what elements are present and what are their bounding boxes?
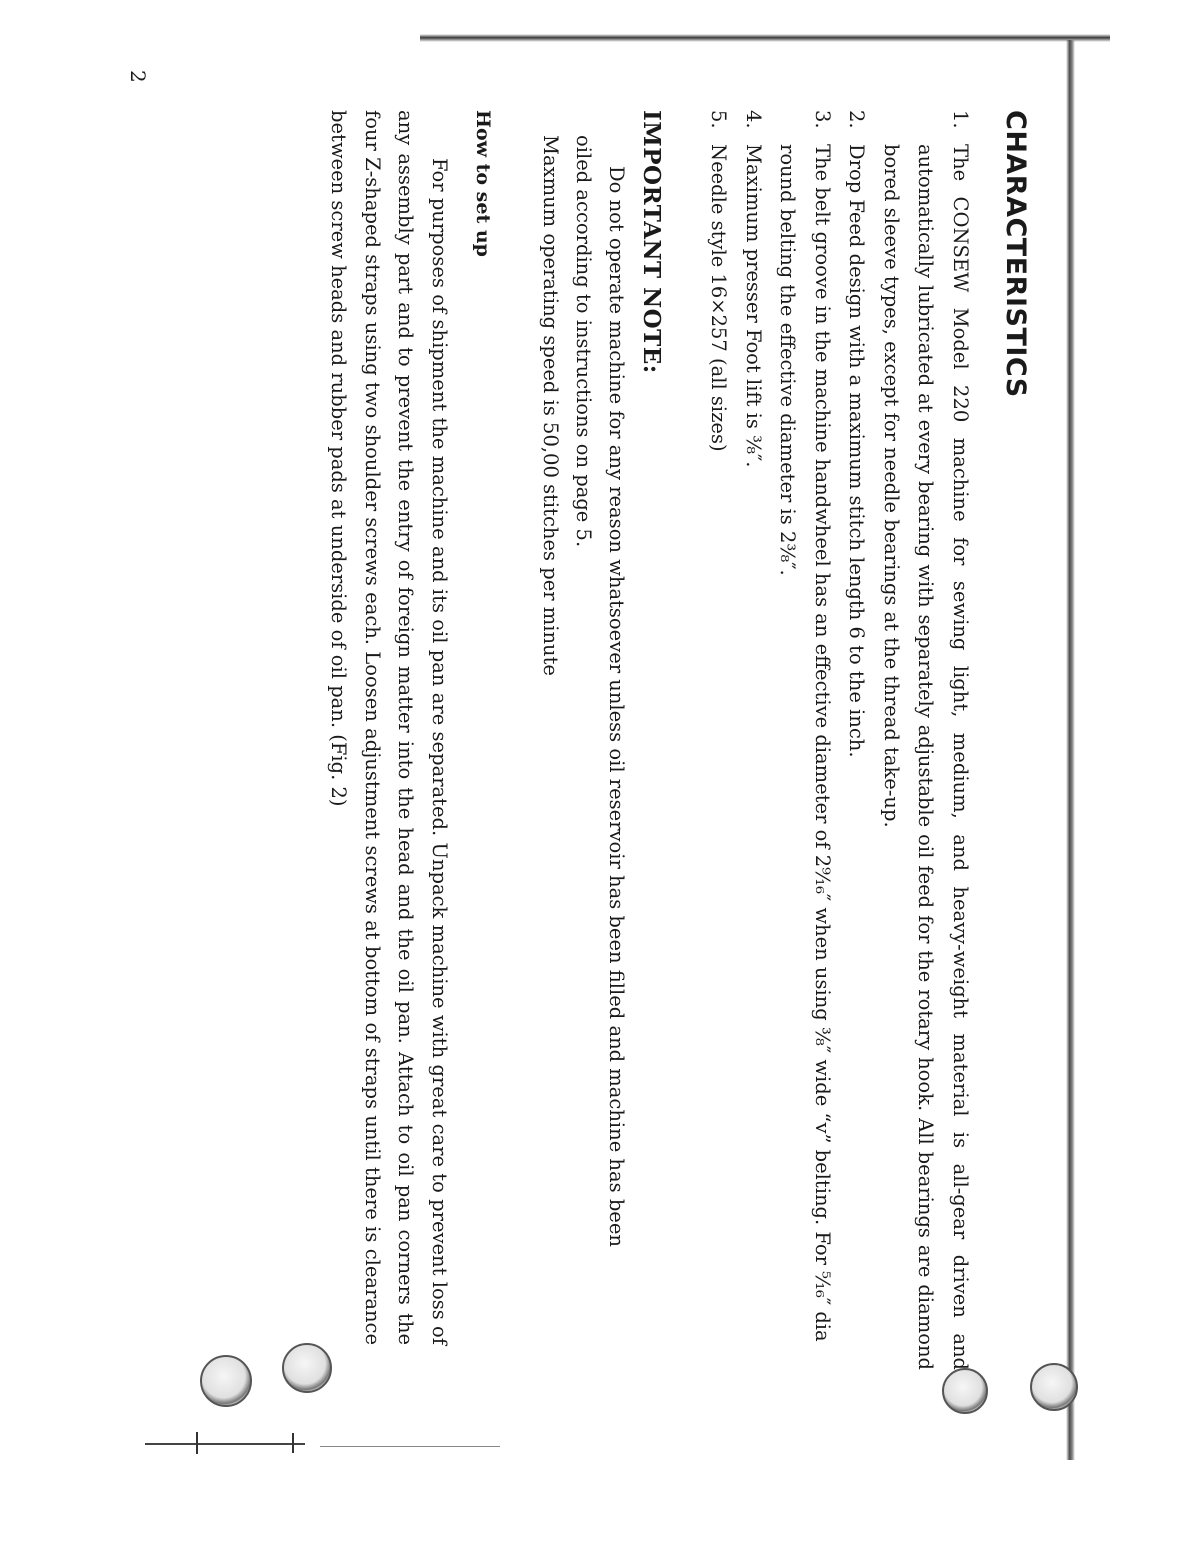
list-item xyxy=(736,110,771,1370)
list-item xyxy=(701,110,736,1370)
scan-top-edge xyxy=(420,34,1110,42)
important-note-line2: oiled according to instructions on page 5. xyxy=(572,135,595,548)
list-text: Maximum presser Foot lift is ³⁄₈″. xyxy=(742,144,765,468)
characteristics-list xyxy=(701,110,977,1370)
scan-right-edge xyxy=(1066,40,1075,1460)
max-speed-note: Maxmum operating speed is 50,00 stitches per minute xyxy=(539,135,562,676)
scan-tick-2 xyxy=(292,1433,294,1453)
list-text: Drop Feed design with a maximum stitch length 6 to the inch. xyxy=(845,144,869,758)
list-text: The belt groove in the machine handwheel has an effective diameter of 2⁹⁄₁₆″ when using ³⁄₈″ wide “v” belting. For ⁵⁄₁₆″ dia round belting the effective diameter is 2³⁄₈″. xyxy=(776,144,834,1342)
page-number: 2 xyxy=(126,70,150,83)
setup-heading: How to set up xyxy=(472,110,494,257)
setup-paragraph: For purposes of shipment the machine and its oil pan are separated. Unpack machine with great care to prevent loss of any assembly part and to prevent the entry of foreign matter into the head and the oil pan. Attach to oil pan corners the four Z-shaped straps using two shoulder screws each. Loosen adjustment screws at bottom of straps until there is clearance between screw heads and rubber pads at underside of oil pan. (Fig. 2) xyxy=(327,110,451,1345)
section-heading-characteristics: CHARACTERISTICS xyxy=(1000,110,1031,398)
list-number: 4. xyxy=(742,110,765,129)
punch-hole-2 xyxy=(942,1368,988,1414)
list-item xyxy=(874,110,978,1370)
scan-tick-1 xyxy=(196,1432,198,1454)
list-text: The CONSEW Model 220 machine for sewing light, medium, and heavy-weight material is all-gear driven and automatically lubricated at every bearing with separately adjustable oil feed for the rotary hook. All bearings are diamond bored sleeve types, except for needle bearings at the thread take-up. xyxy=(880,144,972,1370)
list-item xyxy=(839,110,874,1370)
document-body xyxy=(322,110,1035,1370)
list-number: 1. xyxy=(949,110,972,129)
list-number: 5. xyxy=(707,110,731,129)
list-text: Needle style 16×257 (all sizes) xyxy=(707,144,731,452)
list-item xyxy=(770,110,839,1370)
scan-line-mark-2 xyxy=(320,1446,500,1447)
important-note-heading: IMPORTANT NOTE: xyxy=(638,110,665,374)
punch-hole-4 xyxy=(200,1355,252,1407)
punch-hole-1 xyxy=(1030,1363,1078,1411)
important-note-line1: Do not operate machine for any reason whatsoever unless oil reservoir has been filled and machine has been xyxy=(605,166,628,1247)
scan-line-mark xyxy=(145,1443,305,1445)
list-number: 2. xyxy=(845,110,869,129)
list-number: 3. xyxy=(811,110,834,129)
